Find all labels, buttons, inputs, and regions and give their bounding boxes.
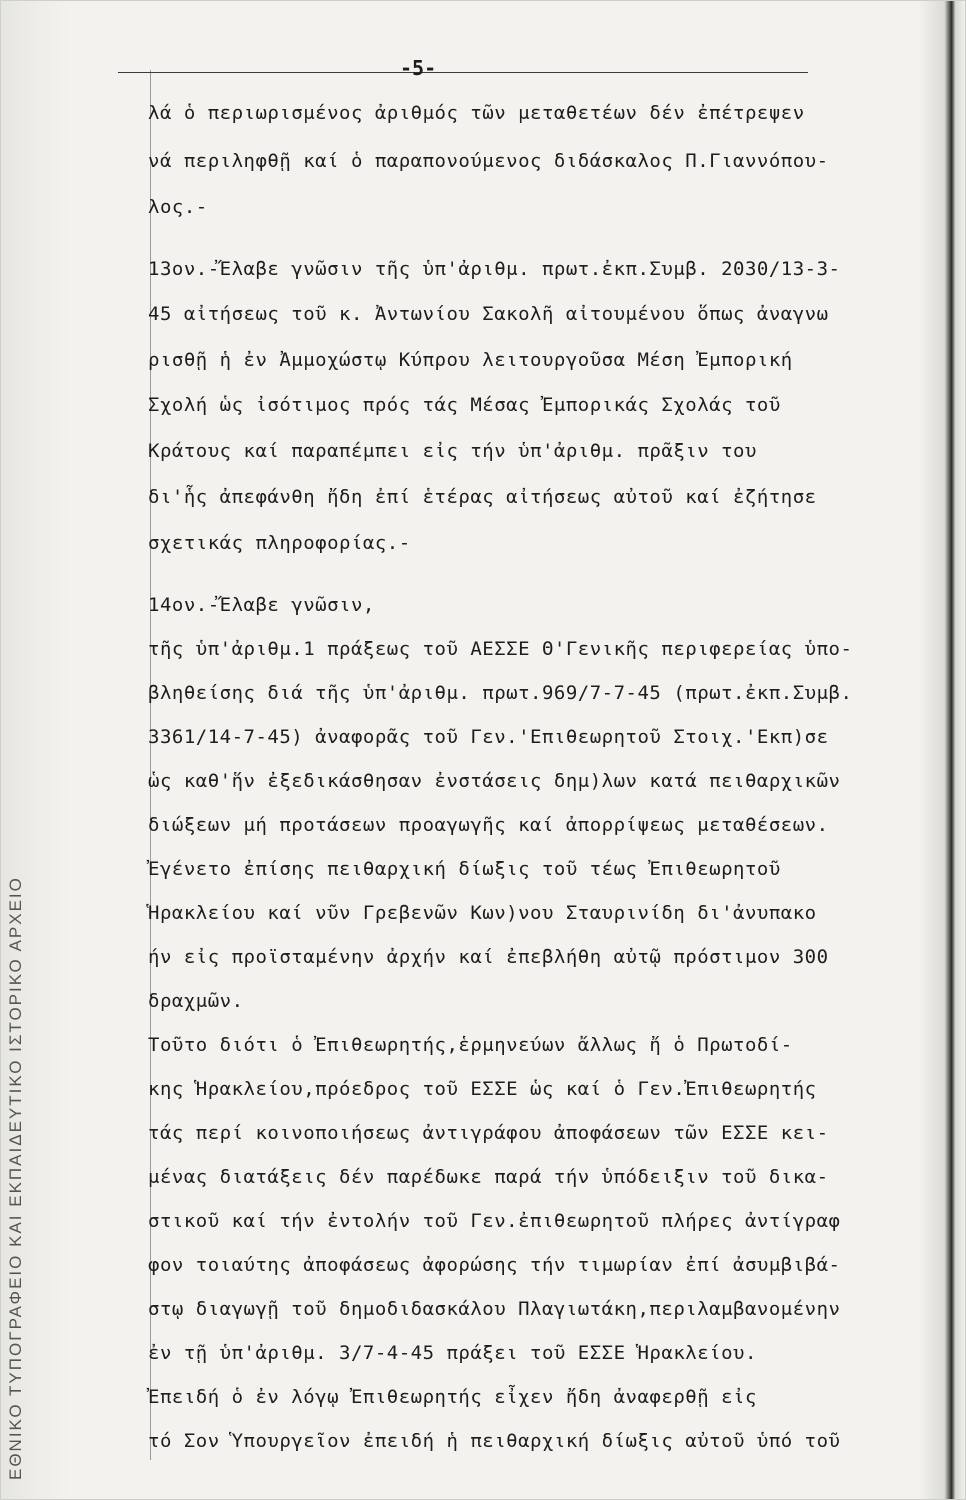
document-line: ήν εἰς προϊσταμένην ἀρχήν καί ἐπεβλήθη αὐτῷ πρόστιμον 300 [148,946,829,968]
document-line: ρισθῇ ἡ ἐν Ἀμμοχώστῳ Κύπρου λειτουργοῦσα Μέση Ἐμπορική [148,349,793,371]
document-line: Τοῦτο διότι ὁ Ἐπιθεωρητής,ἑρμηνεύων ἄλλως ἤ ὁ Πρωτοδί- [148,1034,793,1056]
margin-archive-caption: ΕΘΝΙΚΟ ΤΥΠΟΓΡΑΦΕΙΟ ΚΑΙ ΕΚΠΑΙΔΕΥΤΙΚΟ ΙΣΤΟΡΙΚΟ ΑΡΧΕΙΟ [6,876,25,1480]
document-line: φον τοιαύτης ἀποφάσεως ἀφορώσης τήν τιμωρίαν ἐπί ἀσυμβιβά- [148,1254,841,1276]
document-line: 13ον.-Ἔλαβε γνῶσιν τῆς ὑπ'ἀριθμ. πρωτ.ἐκπ.Συμβ. 2030/13-3- [148,258,841,280]
page-number: -5- [400,56,437,80]
document-line: Ἡρακλείου καί νῦν Γρεβενῶν Κων)νου Σταυρινίδη δι'ἀνυπακο [148,902,817,924]
document-line: τό Σον Ὑπουργεῖον ἐπειδή ἡ πειθαρχική δίωξις αὐτοῦ ὑπό τοῦ [148,1430,841,1452]
document-line: ὡς καθ'ἥν ἐξεδικάσθησαν ἐνστάσεις δημ)λων κατά πειθαρχικῶν [148,770,841,792]
document-line: κης Ἡρακλείου,πρόεδρος τοῦ ΕΣΣΕ ὡς καί ὁ Γεν.Ἐπιθεωρητής [148,1078,817,1100]
document-line: νά περιληφθῇ καί ὁ παραπονούμενος διδάσκαλος Π.Γιαννόπου- [148,150,829,172]
document-line: 45 αἰτήσεως τοῦ κ. Ἀντωνίου Σακολῆ αἰτουμένου ὅπως ἀναγνω [148,303,829,325]
document-line: Ἐπειδή ὁ ἐν λόγῳ Ἐπιθεωρητής εἶχεν ἤδη ἀναφερθῇ εἰς [148,1386,757,1408]
document-line: ἐν τῇ ὑπ'ἀριθμ. 3/7-4-45 πράξει τοῦ ΕΣΣΕ Ἡρακλείου. [148,1342,757,1364]
document-line: Σχολή ὡς ἰσότιμος πρός τάς Μέσας Ἐμπορικάς Σχολάς τοῦ [148,394,781,416]
document-line: Κράτους καί παραπέμπει εἰς τήν ὑπ'ἀριθμ. πρᾶξιν του [148,440,757,462]
document-line: μένας διατάξεις δέν παρέδωκε παρά τήν ὑπόδειξιν τοῦ δικα- [148,1166,829,1188]
document-line: σχετικάς πληροφορίας.- [148,532,411,554]
document-line: 14ον.-Ἔλαβε γνῶσιν, [148,594,375,616]
document-line: δραχμῶν. [148,990,244,1012]
document-line: λά ὁ περιωρισμένος ἀριθμός τῶν μεταθετέων δέν ἐπέτρεψεν [148,102,805,124]
document-line: βληθείσης διά τῆς ὑπ'ἀριθμ. πρωτ.969/7-7-45 (πρωτ.ἐκπ.Συμβ. [148,682,853,704]
document-line: Ἐγένετο ἐπίσης πειθαρχική δίωξις τοῦ τέως Ἐπιθεωρητοῦ [148,858,781,880]
document-line: λος.- [148,196,208,218]
document-line: στικοῦ καί τήν ἐντολήν τοῦ Γεν.ἐπιθεωρητοῦ πλήρες ἀντίγραφ [148,1210,841,1232]
document-line: στῳ διαγωγῇ τοῦ δημοδιδασκάλου Πλαγιωτάκη,περιλαμβανομένην [148,1298,841,1320]
document-line: δι'ἧς ἀπεφάνθη ἤδη ἐπί ἑτέρας αἰτήσεως αὐτοῦ καί ἐζήτησε [148,486,817,508]
document-line: διώξεων μή προτάσεων προαγωγῆς καί ἀπορρίψεως μεταθέσεων. [148,814,829,836]
document-line: τῆς ὑπ'ἀριθμ.1 πράξεως τοῦ ΑΕΣΣΕ Θ'Γενικῆς περιφερείας ὑπο- [148,638,853,660]
document-line: τάς περί κοινοποιήσεως ἀντιγράφου ἀποφάσεων τῶν ΕΣΣΕ κει- [148,1122,829,1144]
document-line: 3361/14-7-45) ἀναφορᾶς τοῦ Γεν.'Επιθεωρητοῦ Στοιχ.'Εκπ)σε [148,726,829,748]
